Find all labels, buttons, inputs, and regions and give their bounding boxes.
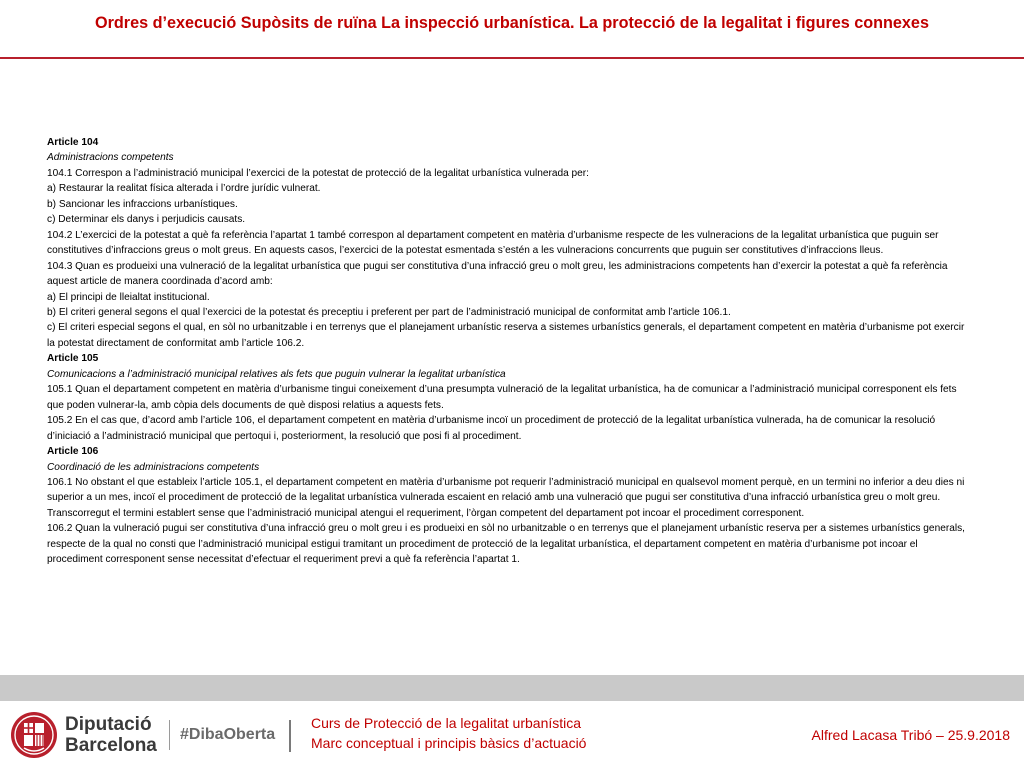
article-subtitle: Coordinació de les administracions competents: [47, 461, 260, 473]
title-divider: [0, 57, 1024, 59]
course-separator: [289, 720, 291, 752]
article-paragraph: a) Restaurar la realitat física alterada i l’ordre jurídic vulnerat.: [47, 183, 321, 195]
article-paragraph: 104.2 L’exercici de la potestat a què fa referència l’apartat 1 també correspon al departament competent en matèria d’urbanisme respecte de les vulneracions de la legalitat urbanística que puguin ser constitutives d’infraccions greus o molt greus. En aquests casos, l’exercici de la potestat esmentada s’estén a les vulneracions concurrents que puguin ser constitutives d’infraccions lleus.: [47, 229, 939, 257]
article-paragraph: c) El criteri especial segons el qual, en sòl no urbanitzable i en terrenys que el planejament urbanístic reserva a sistemes urbanístics generals, el departament competent en matèria d’urbanisme pot exercir la potestat directament de conformitat amb l’article 106.2.: [47, 322, 965, 349]
author-date: Alfred Lacasa Tribó – 25.9.2018: [811, 727, 1010, 743]
course-subtitle: Marc conceptual i principis bàsics d’actuació: [311, 735, 587, 751]
article-paragraph: a) El principi de lleialtat institucional.: [47, 291, 210, 303]
page-title: Ordres d’execució Supòsits de ruïna La inspecció urbanística. La protecció de la legalitat i figures connexes: [95, 14, 929, 32]
law-text-body: [47, 135, 975, 568]
article-paragraph: b) El criteri general segons el qual l’exercici de la potestat és preceptiu i preferent per part de l’administració municipal de conformitat amb l’article 106.1.: [47, 306, 731, 318]
article-paragraph: b) Sancionar les infraccions urbanístiques.: [47, 198, 238, 210]
brand-separator: [169, 720, 170, 750]
article-heading: Article 106: [47, 446, 99, 458]
diputacio-seal-icon: [10, 710, 58, 760]
brand-name-line2: Barcelona: [65, 735, 157, 756]
article-paragraph: 104.3 Quan es produeixi una vulneració de la legalitat urbanística que pugui ser constitutiva d’una infracció greu o molt greu, les administracions competents han d’exercir la potestat a què fa referència aquest article de manera coordinada d’acord amb:: [47, 260, 948, 288]
brand-name-line1: Diputació: [65, 714, 152, 735]
article-paragraph: 105.2 En el cas que, d’acord amb l’article 106, el departament competent en matèria d’urbanisme incoï un procediment de protecció de la legalitat urbanística vulnerada, ha de comunicar la resolució d’iniciació a l’administració municipal que pertoqui i, posteriorment, la resolució que posi fi al procediment.: [47, 415, 936, 442]
course-title: Curs de Protecció de la legalitat urbanística: [311, 715, 582, 731]
article-paragraph: 106.2 Quan la vulneració pugui ser constitutiva d’una infracció greu o molt greu i es produeixi en sòl no urbanitzable o en terrenys que el planejament urbanístic reserva per a sistemes urbanístics generals, respecte de la qual no consti que l’administració municipal estigui tramitant un procediment de protecció de la legalitat urbanística, el departament competent en matèria d’urbanisme pot incoar el procediment corresponent sense necessitat d’efectuar el requeriment previ a què fa referència l’apartat 1.: [47, 523, 965, 566]
article-heading: Article 104: [47, 137, 99, 148]
article-paragraph: 104.1 Correspon a l’administració municipal l’exercici de la potestat de protecció de la legalitat urbanística vulnerada per:: [47, 167, 589, 179]
article-paragraph: 106.1 No obstant el que estableix l’article 105.1, el departament competent en matèria d’urbanisme pot requerir l’administració municipal en qualsevol moment perquè, en un termini no inferior a deu dies ni superior a un mes, incoï el procediment de protecció de la legalitat urbanística vulnerada escaient en relació amb una vulneració que pugui ser constitutiva d’una infracció urbanística greu o molt greu. Transcorregut el termini establert sense que l’administració municipal atengui el requeriment, l’òrgan competent del departament pot incoar el procediment corresponent.: [47, 476, 965, 519]
article-heading: Article 105: [47, 353, 99, 365]
footer: [0, 701, 1024, 768]
article-paragraph: c) Determinar els danys i perjudicis causats.: [47, 214, 246, 226]
article-subtitle: Comunicacions a l’administració municipal relatives als fets que puguin vulnerar la legalitat urbanística: [47, 368, 506, 380]
footer-band: [0, 675, 1024, 701]
article-paragraph: 105.1 Quan el departament competent en matèria d’urbanisme tingui coneixement d’una presumpta vulneració de la legalitat urbanística, ha de comunicar a l’administració municipal corresponent els fets que poden vulnerar-la, amb còpia dels documents de què disposi relatius a aquests fets.: [47, 384, 957, 411]
hashtag: #DibaOberta: [180, 726, 276, 743]
article-subtitle: Administracions competents: [47, 152, 174, 164]
